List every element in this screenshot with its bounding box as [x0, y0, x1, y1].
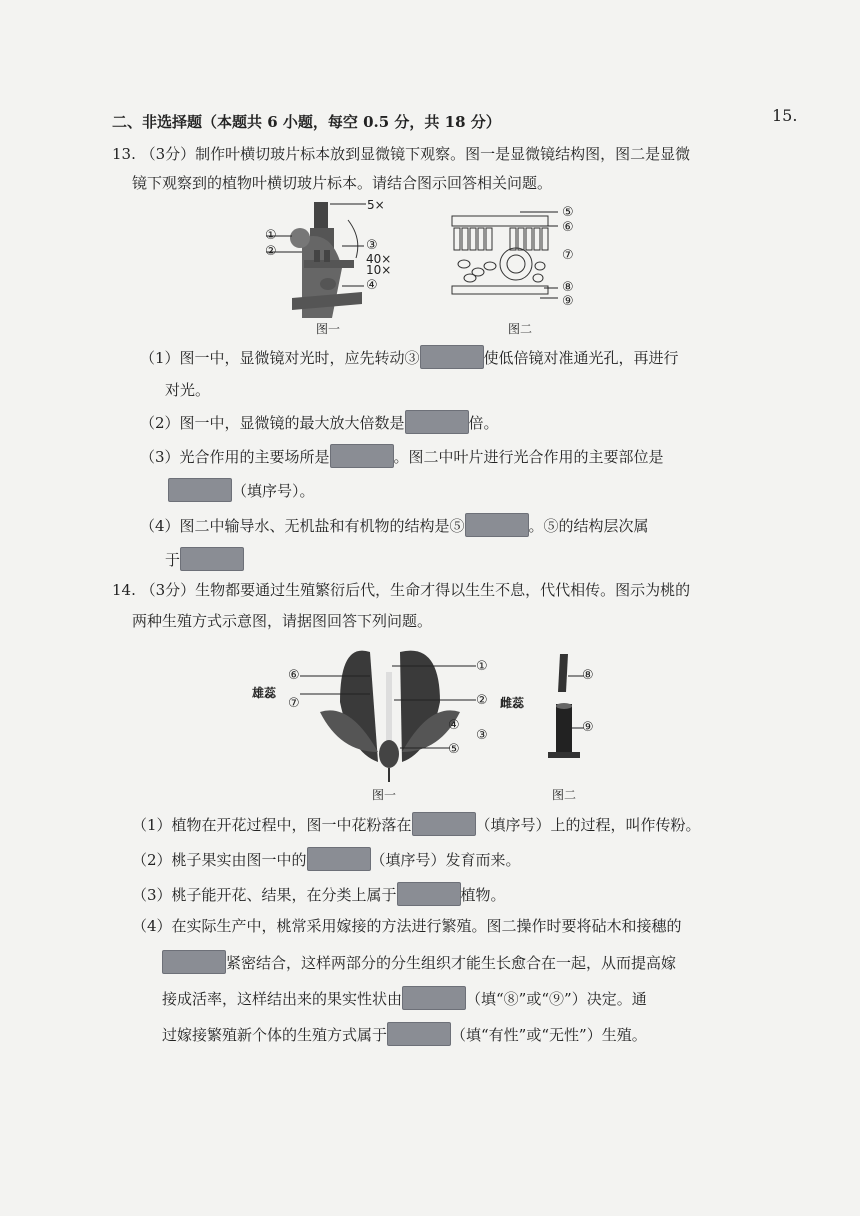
eyepiece-mag-label: 5× — [367, 198, 385, 212]
q14-part3 — [132, 882, 506, 906]
q13-stem-line1: 13. （3分）制作叶横切玻片标本放到显微镜下观察。图一是显微镜结构图，图二是显微 — [112, 145, 691, 163]
leaf-section-figure — [450, 208, 560, 304]
fig1-label-2: ② — [265, 244, 277, 259]
q14-blank-4[interactable] — [162, 950, 226, 974]
q13-stem-line2: 镜下观察到的植物叶横切玻片标本。请结合图示回答相关问题。 — [132, 174, 553, 192]
q13-part2-text-a: （2）图一中，显微镜的最大放大倍数是 — [140, 414, 405, 432]
q13-blank-4[interactable] — [168, 478, 232, 502]
q13-part2-text-b: 倍。 — [468, 414, 499, 432]
q13-part2 — [140, 410, 499, 434]
flower-fig-caption: 图一 — [372, 788, 397, 802]
graft-label-8: ⑧ — [582, 668, 594, 683]
q14-part4-text-b: 紧密结合，这样两部分的分生组织才能生长愈合在一起，从而提高嫁 — [226, 954, 677, 972]
q14-part4-cont2 — [162, 986, 647, 1010]
fig1-label-3: ③ — [366, 238, 378, 253]
q14-part2-text-b: （填序号）发育而来。 — [370, 851, 521, 869]
pistil-label: 雌蕊 — [500, 696, 525, 710]
q13-blank-6[interactable] — [180, 547, 244, 571]
q13-part3-text-c: （填序号）。 — [232, 482, 315, 500]
q13-part1-text-b: 使低倍镜对准通光孔，再进行 — [483, 349, 679, 367]
low-mag-label: 10× — [366, 263, 392, 277]
q14-part4-text-c: 接成活率，这样结出来的果实性状由 — [162, 990, 403, 1008]
q13-blank-2[interactable] — [405, 410, 469, 434]
q14-part4-cont1 — [162, 950, 676, 974]
q14-blank-5[interactable] — [402, 986, 466, 1010]
graft-fig-caption: 图二 — [552, 788, 577, 802]
q14-part3-text-b: 植物。 — [460, 886, 506, 904]
fig2-label-9: ⑨ — [562, 294, 574, 309]
fig1-label-1: ① — [265, 228, 277, 243]
q13-part4-text-b: 。⑤的结构层次属 — [528, 517, 649, 535]
q13-part3-text-a: （3）光合作用的主要场所是 — [140, 448, 330, 466]
q13-part3 — [140, 444, 664, 468]
q13-part1-cont: 对光。 — [165, 381, 211, 399]
q14-part2 — [132, 847, 521, 871]
q14-part4-cont3 — [162, 1022, 647, 1046]
fig2-label-5: ⑤ — [562, 205, 574, 220]
q14-blank-2[interactable] — [307, 847, 371, 871]
q13-part1 — [140, 345, 679, 369]
fig2-label-6: ⑥ — [562, 220, 574, 235]
q14-part1 — [132, 812, 701, 836]
q14-part3-text-a: （3）桃子能开花、结果，在分类上属于 — [132, 886, 397, 904]
q14-blank-3[interactable] — [397, 882, 461, 906]
flower-label-4: ④ — [448, 718, 460, 733]
flower-figure — [300, 642, 480, 782]
q14-part4: （4）在实际生产中，桃常采用嫁接的方法进行繁殖。图二操作时要将砧木和接穗的 — [132, 917, 682, 935]
section-header: 二、非选择题（本题共 6 小题，每空 0.5 分，共 18 分） — [112, 113, 501, 131]
q14-part1-text-a: （1）植物在开花过程中，图一中花粉落在 — [132, 816, 412, 834]
q14-part4-text-e: 过嫁接繁殖新个体的生殖方式属于 — [162, 1026, 388, 1044]
q14-stem-line1: 14. （3分）生物都要通过生殖繁衍后代，生命才得以生生不息，代代相传。图示为桃的 — [112, 581, 691, 599]
flower-label-1: ① — [476, 659, 488, 674]
fig2-label-7: ⑦ — [562, 248, 574, 263]
q13-blank-1[interactable] — [420, 345, 484, 369]
q14-blank-6[interactable] — [387, 1022, 451, 1046]
q14-part1-text-b: （填序号）上的过程，叫作传粉。 — [475, 816, 701, 834]
q13-blank-3[interactable] — [330, 444, 394, 468]
q13-blank-5[interactable] — [465, 513, 529, 537]
q14-blank-1[interactable] — [412, 812, 476, 836]
stamen-label: 雄蕊 — [252, 686, 277, 700]
flower-label-3: ③ — [476, 728, 488, 743]
q13-part3-text-b: 。图二中叶片进行光合作用的主要部位是 — [393, 448, 664, 466]
flower-label-5: ⑤ — [448, 742, 460, 757]
page-number: 15. — [772, 106, 798, 125]
flower-label-6: ⑥ — [288, 668, 300, 683]
flower-label-7: ⑦ — [288, 696, 300, 711]
q13-part4-text-c: 于 — [165, 551, 181, 569]
fig2-caption: 图二 — [508, 322, 533, 336]
q13-part1-text-a: （1）图一中，显微镜对光时，应先转动③ — [140, 349, 420, 367]
q13-part4-cont — [165, 547, 244, 571]
fig1-caption: 图一 — [316, 322, 341, 336]
fig2-label-8: ⑧ — [562, 280, 574, 295]
q14-part2-text-a: （2）桃子果实由图一中的 — [132, 851, 307, 869]
graft-label-9: ⑨ — [582, 720, 594, 735]
flower-label-2: ② — [476, 693, 488, 708]
q13-part3-cont — [168, 478, 315, 502]
high-mag-label: 40× — [366, 252, 392, 266]
q14-part4-text-d: （填“⑧”或“⑨”）决定。通 — [466, 990, 647, 1008]
q13-part4 — [140, 513, 649, 537]
q14-part4-text-f: （填“有性”或“无性”）生殖。 — [451, 1026, 647, 1044]
q14-stem-line2: 两种生殖方式示意图，请据图回答下列问题。 — [132, 612, 433, 630]
q13-part4-text-a: （4）图二中输导水、无机盐和有机物的结构是⑤ — [140, 517, 465, 535]
fig1-label-4: ④ — [366, 278, 378, 293]
